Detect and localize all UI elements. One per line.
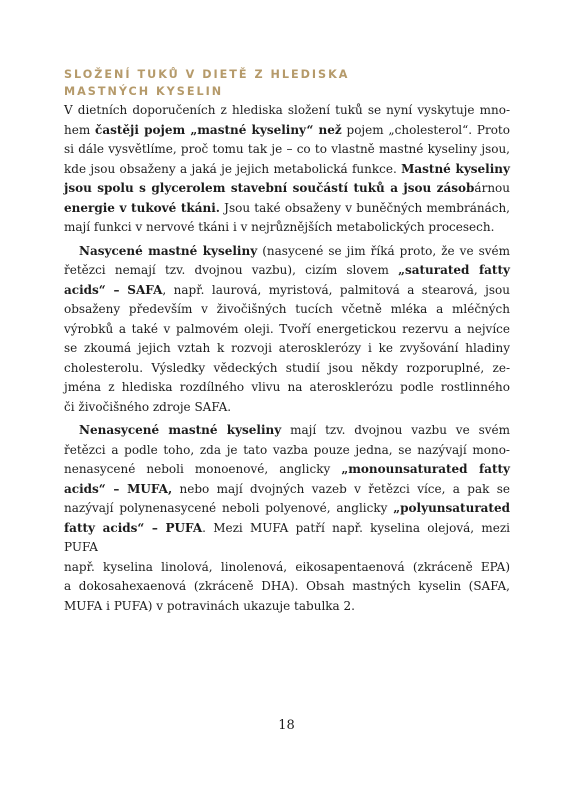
paragraph-3-line: řetězci a podle toho, zda je tato vazba pouze jedna, se nazývají mono- bbox=[64, 442, 510, 457]
paragraph-3-line bbox=[64, 421, 510, 441]
paragraph-1-line bbox=[64, 121, 510, 141]
paragraph-1-line bbox=[64, 179, 510, 199]
page-number: 18 bbox=[278, 718, 295, 733]
paragraph-1-line bbox=[64, 160, 510, 180]
text-run: , např. laurová, myristová, palmitová a stearová, jsou bbox=[162, 282, 510, 297]
text-run: nenasycené neboli monoenové, anglicky bbox=[64, 462, 342, 476]
paragraph-3-line bbox=[64, 499, 510, 519]
paragraph-2-line: se zkoumá jejich vztah k rozvoji aterosklerózy i ke zvyšování hladiny bbox=[64, 341, 510, 355]
section-heading-line-2: MASTNÝCH KYSELIN bbox=[64, 85, 224, 98]
paragraph-3-line: např. kyselina linolová, linolenová, eikosapentaenová (zkráceně EPA) bbox=[64, 559, 510, 574]
bold-term: energie v tukové tkáni. bbox=[64, 200, 220, 215]
text-run: nebo mají dvojných vazeb v řetězci více, a pak se bbox=[172, 481, 510, 496]
text-run: árnou bbox=[474, 181, 510, 195]
bold-term: acids“ – MUFA, bbox=[64, 481, 173, 496]
body-text bbox=[64, 101, 510, 620]
paragraph-2-line: či živočišného zdroje SAFA. bbox=[64, 399, 232, 414]
paragraph-1 bbox=[64, 101, 510, 238]
bold-term: „saturated fatty bbox=[398, 263, 510, 277]
paragraph-2-line: jména z hlediska rozdílného vlivu na aterosklerózu podle rostlinného bbox=[64, 380, 510, 394]
bold-term: Mastné kyseliny bbox=[401, 161, 510, 176]
paragraph-2-line: cholesterolu. Výsledky vědeckých studií jsou někdy rozporuplné, ze- bbox=[64, 360, 510, 375]
text-run: Jsou také obsaženy v buněčných membránách, bbox=[219, 200, 510, 215]
bold-term: Nasycené mastné kyseliny bbox=[79, 243, 258, 258]
section-heading-line-1: SLOŽENÍ TUKŮ V DIETĚ Z HLEDISKA bbox=[64, 68, 350, 81]
paragraph-3-line bbox=[64, 460, 510, 480]
paragraph-3-line: MUFA i PUFA) v potravinách ukazuje tabulka 2. bbox=[64, 598, 355, 613]
bold-term: Nenasycené mastné kyseliny bbox=[79, 423, 282, 437]
text-run: pojem „cholesterol“. Proto bbox=[341, 122, 510, 137]
paragraph-1-line: mají funkci v nervové tkáni i v nejrůznějších metabolických procesech. bbox=[64, 220, 495, 234]
text-run: hem bbox=[64, 122, 96, 137]
text-run: . Mezi MUFA patří např. kyselina olejová, mezi PUFA bbox=[64, 520, 510, 554]
paragraph-1-line bbox=[64, 199, 510, 219]
paragraph-1-line: si dále vysvětlíme, proč tomu tak je – co to vlastně mastné kyseliny jsou, bbox=[64, 142, 510, 156]
paragraph-2-line bbox=[64, 261, 510, 281]
text-run: mají tzv. dvojnou vazbu ve svém bbox=[281, 423, 510, 437]
bold-term: „polyunsaturated bbox=[393, 501, 510, 515]
text-run: nazývají polynenasycené neboli polyenové, anglicky bbox=[64, 501, 394, 515]
bold-term: jsou spolu s glycerolem stavební součástí tuků a jsou zásob bbox=[64, 181, 475, 195]
paragraph-2-line: výrobků a také v palmovém oleji. Tvoří energetickou rezervu a nejvíce bbox=[64, 321, 510, 336]
paragraph-3-line bbox=[64, 519, 510, 558]
paragraph-2-line bbox=[64, 242, 510, 262]
paragraph-3 bbox=[64, 421, 510, 616]
bold-term: acids“ – SAFA bbox=[64, 282, 163, 297]
text-run: kde jsou obsaženy a jaká je jejich metabolická funkce. bbox=[64, 161, 402, 176]
bold-term: fatty acids“ – PUFA bbox=[64, 520, 203, 535]
paragraph-2-line: obsaženy především v živočišných tucích včetně mléka a mléčných bbox=[64, 302, 510, 316]
paragraph-1-line: V dietních doporučeních z hlediska složení tuků se nyní vyskytuje mno- bbox=[64, 103, 510, 117]
section-heading bbox=[64, 66, 524, 100]
text-run: (nasycené se jim říká proto, že ve svém bbox=[257, 243, 510, 258]
text-run: řetězci nemají tzv. dvojnou vazbu), cizím slovem bbox=[64, 263, 399, 277]
paragraph-3-line bbox=[64, 480, 510, 500]
bold-term: častěji pojem „mastné kyseliny“ než bbox=[95, 122, 342, 137]
paragraph-2-line bbox=[64, 281, 510, 301]
bold-term: „monounsaturated fatty bbox=[341, 462, 511, 476]
paragraph-2 bbox=[64, 242, 510, 418]
paragraph-3-line: a dokosahexaenová (zkráceně DHA). Obsah mastných kyselin (SAFA, bbox=[64, 579, 510, 593]
